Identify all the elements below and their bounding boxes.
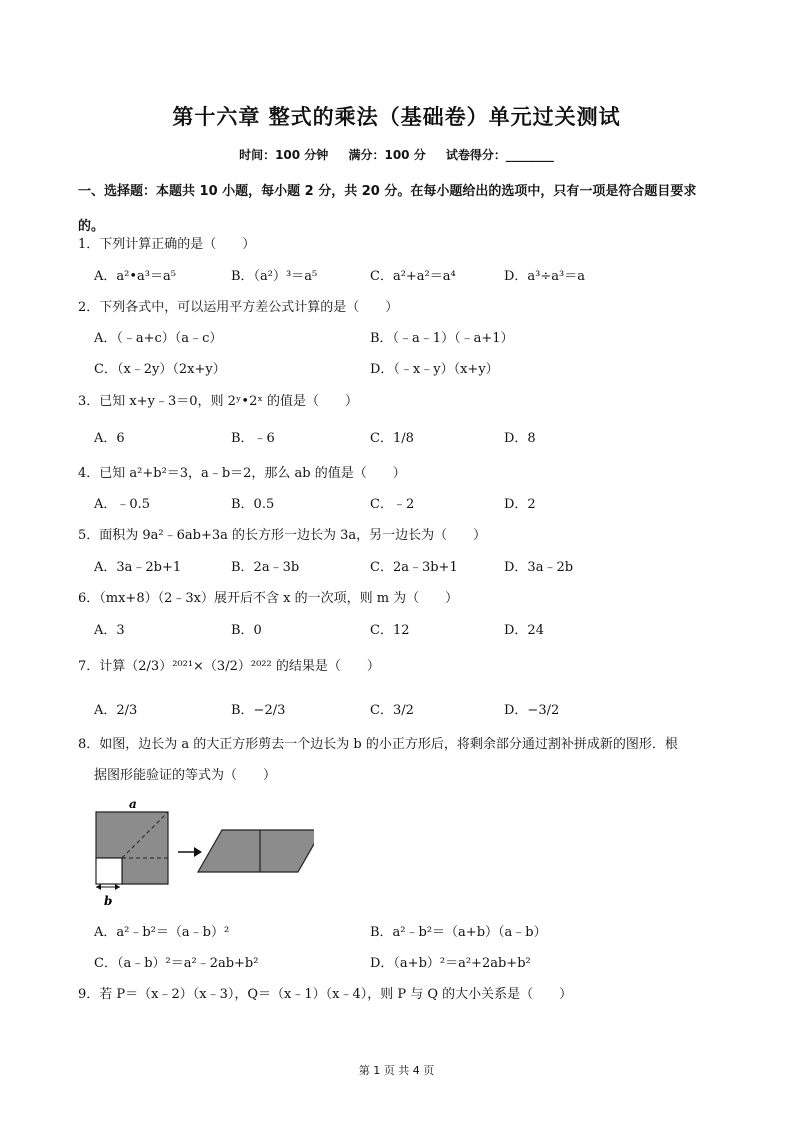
- option: B．（﹣a﹣1）（﹣a+1）: [370, 331, 514, 346]
- section-heading: 一、选择题：本题共 10 小题，每小题 2 分，共 20 分。在每小题给出的选项中，只有一项是符合题目要求 的。: [78, 184, 697, 234]
- question-5: 5．面积为 9a²﹣6ab+3a 的长方形一边长为 3a，另一边长为（ ）: [78, 528, 487, 543]
- option: C．a²+a²＝a⁴: [370, 269, 456, 284]
- option: A．3a﹣2b+1: [94, 560, 182, 575]
- page-title: 第十六章 整式的乘法（基础卷）单元过关测试: [172, 105, 621, 129]
- option: B．2a﹣3b: [231, 560, 300, 575]
- option: B．a²﹣b²＝（a+b）（a﹣b）: [370, 925, 547, 940]
- option: B．−2/3: [231, 703, 286, 718]
- option: A．6: [94, 431, 125, 446]
- square-cut-figure: [94, 800, 314, 885]
- option: D．（﹣x﹣y）（x+y）: [370, 362, 499, 377]
- option: D．−3/2: [504, 703, 560, 718]
- option: C．﹣2: [370, 497, 415, 512]
- b-dimension: [94, 883, 134, 913]
- option: C．12: [370, 623, 410, 638]
- option: D．（a+b）²＝a²+2ab+b²: [370, 956, 531, 971]
- question-1: 1．下列计算正确的是（ ）: [78, 237, 256, 252]
- question-4: 4．已知 a²+b²＝3，a﹣b＝2，那么 ab 的值是（ ）: [78, 466, 406, 481]
- question-2: 2．下列各式中，可以运用平方差公式计算的是（ ）: [78, 300, 399, 315]
- question-7: 7．计算（2/3）²⁰²¹×（3/2）²⁰²² 的结果是（ ）: [78, 659, 380, 674]
- option: D．3a﹣2b: [504, 560, 574, 575]
- exam-full-score: 满分：100 分: [348, 148, 426, 162]
- option: A．a²﹣b²＝（a﹣b）²: [94, 925, 230, 940]
- option: A．3: [94, 623, 125, 638]
- option: C．（a﹣b）²＝a²﹣2ab+b²: [94, 956, 259, 971]
- question-9: 9．若 P＝（x﹣2）（x﹣3），Q＝（x﹣1）（x﹣4），则 P 与 Q 的大小关系是（ ）: [78, 987, 573, 1002]
- parallelogram: [198, 830, 314, 872]
- option: B．0.5: [231, 497, 275, 512]
- arrow: [178, 847, 202, 857]
- option: A．﹣0.5: [94, 497, 151, 512]
- page-footer: 第 1 页 共 4 页: [358, 1064, 435, 1077]
- question-8-line2: 据图形能验证的等式为（ ）: [94, 768, 277, 783]
- option: D．2: [504, 497, 536, 512]
- option: D．24: [504, 623, 544, 638]
- big-square-with-cut: [96, 812, 168, 884]
- exam-meta: [0, 146, 793, 163]
- option: C．3/2: [370, 703, 414, 718]
- option: C．1/8: [370, 431, 414, 446]
- question-8: 8．如图，边长为 a 的大正方形剪去一个边长为 b 的小正方形后，将剩余部分通过割补拼成新的图形．根: [78, 737, 678, 752]
- option: C．（x﹣2y）（2x+y）: [94, 362, 226, 377]
- option: D．a³÷a³＝a: [504, 269, 585, 284]
- option: B．0: [231, 623, 262, 638]
- option: C．2a﹣3b+1: [370, 560, 458, 575]
- option: B．﹣6: [231, 431, 275, 446]
- option: A．2/3: [94, 703, 138, 718]
- label-a: a: [129, 800, 137, 811]
- question-6: 6．（mx+8）（2﹣3x）展开后不含 x 的一次项，则 m 为（ ）: [78, 591, 459, 606]
- exam-time: 时间：100 分钟: [239, 148, 329, 162]
- exam-score-blank: 试卷得分：________: [445, 148, 554, 162]
- option: D．8: [504, 431, 536, 446]
- option: A．a²•a³＝a⁵: [94, 269, 176, 284]
- question-3: 3．已知 x+y﹣3＝0，则 2ʸ•2ˣ 的值是（ ）: [78, 394, 359, 409]
- option: A．（﹣a+c）（a﹣c）: [94, 331, 223, 346]
- label-b: b: [104, 894, 113, 908]
- option: B．（a²）³＝a⁵: [231, 269, 318, 284]
